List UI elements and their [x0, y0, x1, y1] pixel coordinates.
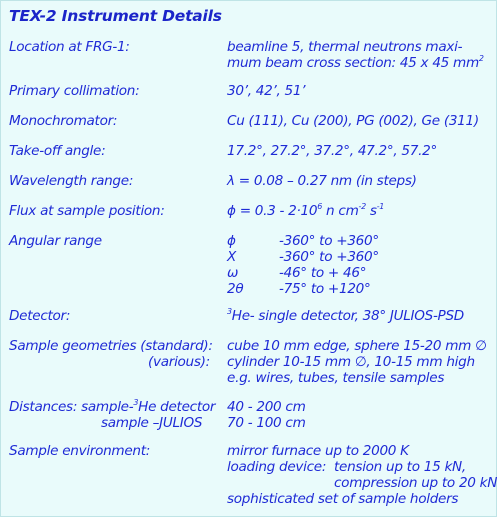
- angular-row-chi: X -360° to +360°: [227, 249, 379, 265]
- angular-row-phi: ϕ -360° to +360°: [227, 233, 379, 249]
- angular-label: Angular range: [9, 233, 102, 249]
- wavelength-label: Wavelength range:: [9, 173, 134, 189]
- page-title: TEX-2 Instrument Details: [9, 7, 222, 25]
- environment-line-4: sophisticated set of sample holders: [227, 491, 459, 507]
- environment-line-2: loading device: tension up to 15 kN,: [227, 459, 466, 475]
- detector-label: Detector:: [9, 308, 71, 324]
- flux-value: $\phi = 0.3 - 2\cdot 10^6$ n $cm^{-2}$ $s^{-1}$: [227, 202, 385, 219]
- takeoff-value: 17.2°, 27.2°, 37.2°, 47.2°, 57.2°: [227, 143, 437, 159]
- monochromator-value: Cu (111), Cu (200), PG (002), Ge (311): [227, 113, 479, 129]
- geometries-line-3: e.g. wires, tubes, tensile samples: [227, 370, 445, 386]
- collimation-value: 30’, 42’, 51’: [227, 83, 306, 99]
- environment-line-3: compression up to 20 kN: [334, 475, 497, 491]
- angular-row-omega: ω -46° to + 46°: [227, 265, 367, 281]
- geometries-value: [227, 338, 487, 386]
- distances-value: [227, 399, 306, 431]
- collimation-label: Primary collimation:: [9, 83, 140, 99]
- distances-value-2: 70 - 100 cm: [227, 415, 306, 431]
- environment-value: [227, 443, 497, 507]
- environment-label: Sample environment:: [9, 443, 151, 459]
- location-value: [227, 39, 484, 71]
- wavelength-value: λ = 0.08 – 0.27 nm (in steps): [227, 173, 417, 189]
- monochromator-label: Monochromator:: [9, 113, 118, 129]
- environment-line-1: mirror furnace up to 2000 K: [227, 443, 409, 459]
- detector-value: $^3$He- single detector, 38° JULIOS-PSD: [227, 307, 464, 324]
- geometries-line-2: cylinder 10-15 mm ∅, 10-15 mm high: [227, 354, 475, 370]
- location-line-1: beamline 5, thermal neutrons maxi-: [227, 39, 463, 55]
- geometries-line-1: cube 10 mm edge, sphere 15-20 mm ∅: [227, 338, 487, 354]
- geometries-various-label: (various):: [148, 354, 210, 370]
- location-line-2: mum beam cross section: 45 x 45 $mm^2$: [227, 54, 484, 71]
- squared-sup: 2: [478, 54, 484, 63]
- distances-value-1: 40 - 200 cm: [227, 399, 306, 415]
- geometries-label: Sample geometries (standard):: [9, 338, 213, 354]
- takeoff-label: Take-off angle:: [9, 143, 106, 159]
- flux-label: Flux at sample position:: [9, 203, 165, 219]
- distances-label: Distances: sample-$^3$He detector: [9, 398, 216, 415]
- location-label: Location at FRG-1:: [9, 39, 130, 55]
- angular-row-2theta: 2θ -75° to +120°: [227, 281, 371, 297]
- angular-values: [227, 233, 379, 297]
- distances-label-2: sample –JULIOS: [101, 415, 203, 431]
